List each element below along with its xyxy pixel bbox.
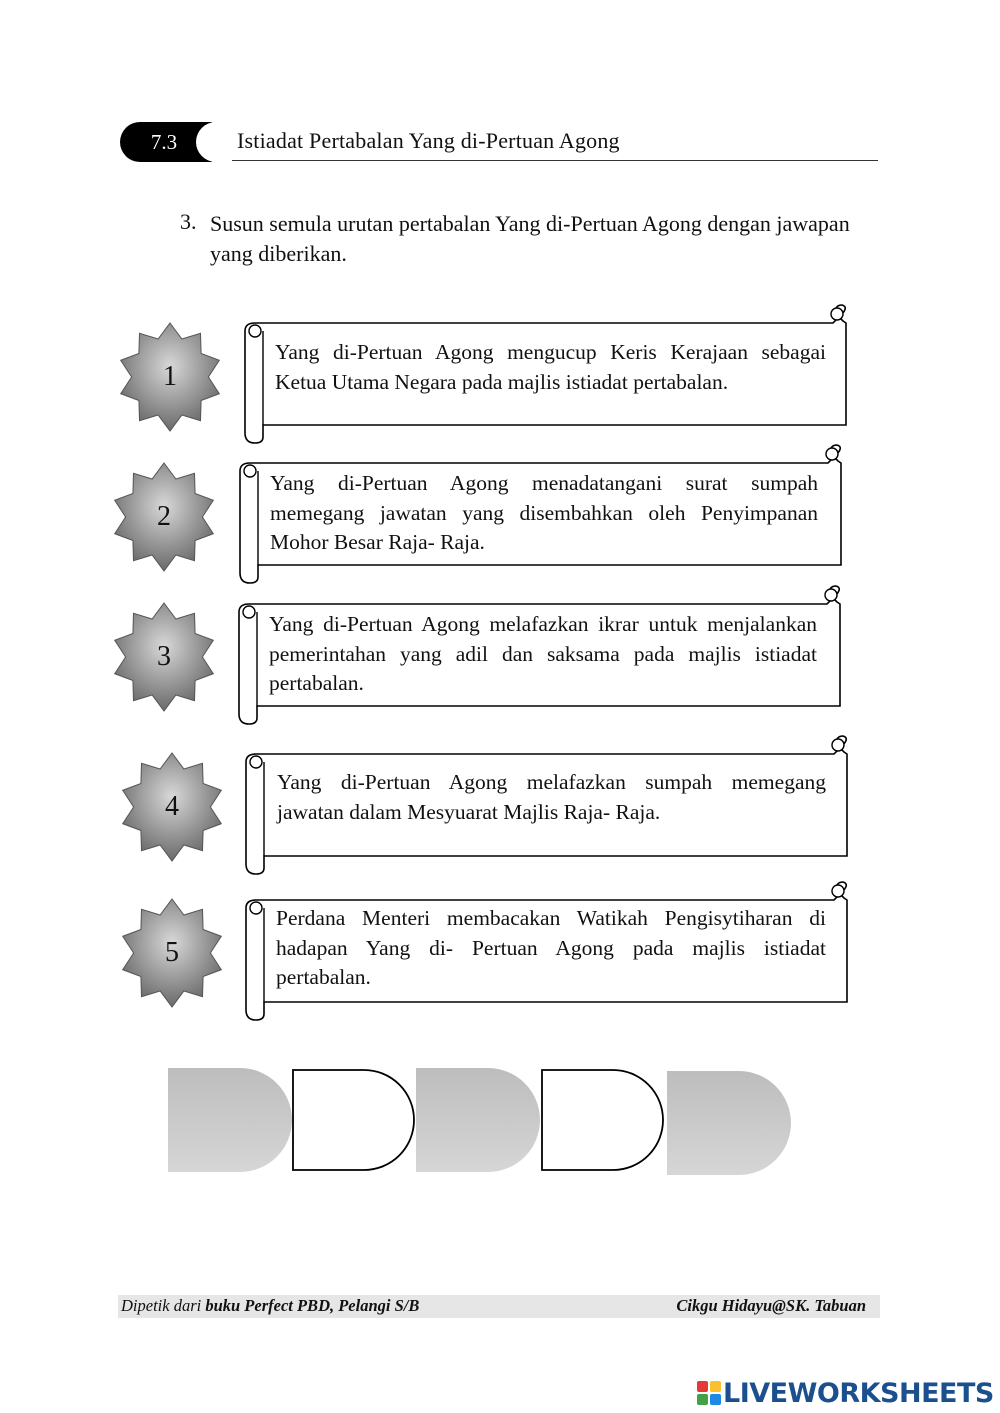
star-badge-2 bbox=[112, 460, 216, 574]
section-divider bbox=[232, 160, 878, 161]
footer-credit: Cikgu Hidayu@SK. Tabuan bbox=[676, 1296, 866, 1315]
answer-slot-1[interactable] bbox=[168, 1068, 293, 1172]
scroll-card-1[interactable] bbox=[243, 305, 849, 443]
scroll-text: Yang di-Pertuan Agong menadatangani surat sumpah memegang jawatan yang disembahkan oleh Penyimpanan Mohor Besar Raja- Raja. bbox=[270, 471, 818, 554]
answer-shape-icon bbox=[292, 1068, 417, 1172]
answer-slot-2[interactable] bbox=[292, 1068, 417, 1172]
question-text: Susun semula urutan pertabalan Yang di-Pertuan Agong dengan jawapan yang diberikan. bbox=[210, 211, 850, 266]
liveworksheets-text: LIVEWORKSHEETS bbox=[723, 1377, 994, 1409]
scroll-text: Yang di-Pertuan Agong melafazkan sumpah memegang jawatan dalam Mesyuarat Majlis Raja- Raja. bbox=[277, 770, 826, 824]
footer-bar bbox=[118, 1295, 880, 1318]
question-number: 3. bbox=[180, 209, 197, 234]
liveworksheets-logo[interactable] bbox=[697, 1377, 994, 1409]
star-badge-1 bbox=[118, 320, 222, 434]
footer-source-prefix: Dipetik dari bbox=[121, 1296, 206, 1315]
answer-shape-icon bbox=[168, 1068, 293, 1172]
section-number: 7.3 bbox=[150, 130, 178, 154]
item-number: 5 bbox=[165, 937, 179, 968]
answer-shape-icon bbox=[416, 1068, 541, 1172]
answer-slot-3[interactable] bbox=[416, 1068, 541, 1172]
star-badge-3 bbox=[112, 600, 216, 714]
section-badge-notch bbox=[196, 122, 236, 162]
scroll-card-5[interactable] bbox=[244, 882, 850, 1020]
scroll-card-2[interactable] bbox=[238, 445, 844, 583]
scroll-text: Perdana Menteri membacakan Watikah Pengisytiharan di hadapan Yang di- Pertuan Agong pada majlis istiadat pertabalan. bbox=[276, 906, 826, 989]
footer-source bbox=[121, 1296, 419, 1316]
answer-shape-icon bbox=[667, 1071, 792, 1175]
liveworksheets-icon bbox=[697, 1381, 721, 1405]
scroll-card-4[interactable] bbox=[244, 736, 850, 874]
scroll-text: Yang di-Pertuan Agong mengucup Keris Kerajaan sebagai Ketua Utama Negara pada majlis istiadat pertabalan. bbox=[275, 340, 826, 394]
scroll-card-3[interactable] bbox=[237, 586, 843, 724]
scroll-text: Yang di-Pertuan Agong melafazkan ikrar untuk menjalankan pemerintahan yang adil dan saksama pada majlis istiadat pertabalan. bbox=[269, 612, 817, 695]
item-number: 1 bbox=[163, 361, 177, 392]
footer-source-book: buku Perfect PBD, Pelangi S/B bbox=[205, 1296, 420, 1315]
answer-slot-5[interactable] bbox=[667, 1071, 792, 1175]
item-number: 3 bbox=[157, 641, 171, 672]
item-number: 2 bbox=[157, 501, 171, 532]
section-title: Istiadat Pertabalan Yang di-Pertuan Agong bbox=[237, 128, 620, 153]
answer-slot-4[interactable] bbox=[541, 1068, 666, 1172]
answer-shape-icon bbox=[541, 1068, 666, 1172]
star-badge-5 bbox=[120, 896, 224, 1010]
star-badge-4 bbox=[120, 750, 224, 864]
item-number: 4 bbox=[165, 791, 179, 822]
